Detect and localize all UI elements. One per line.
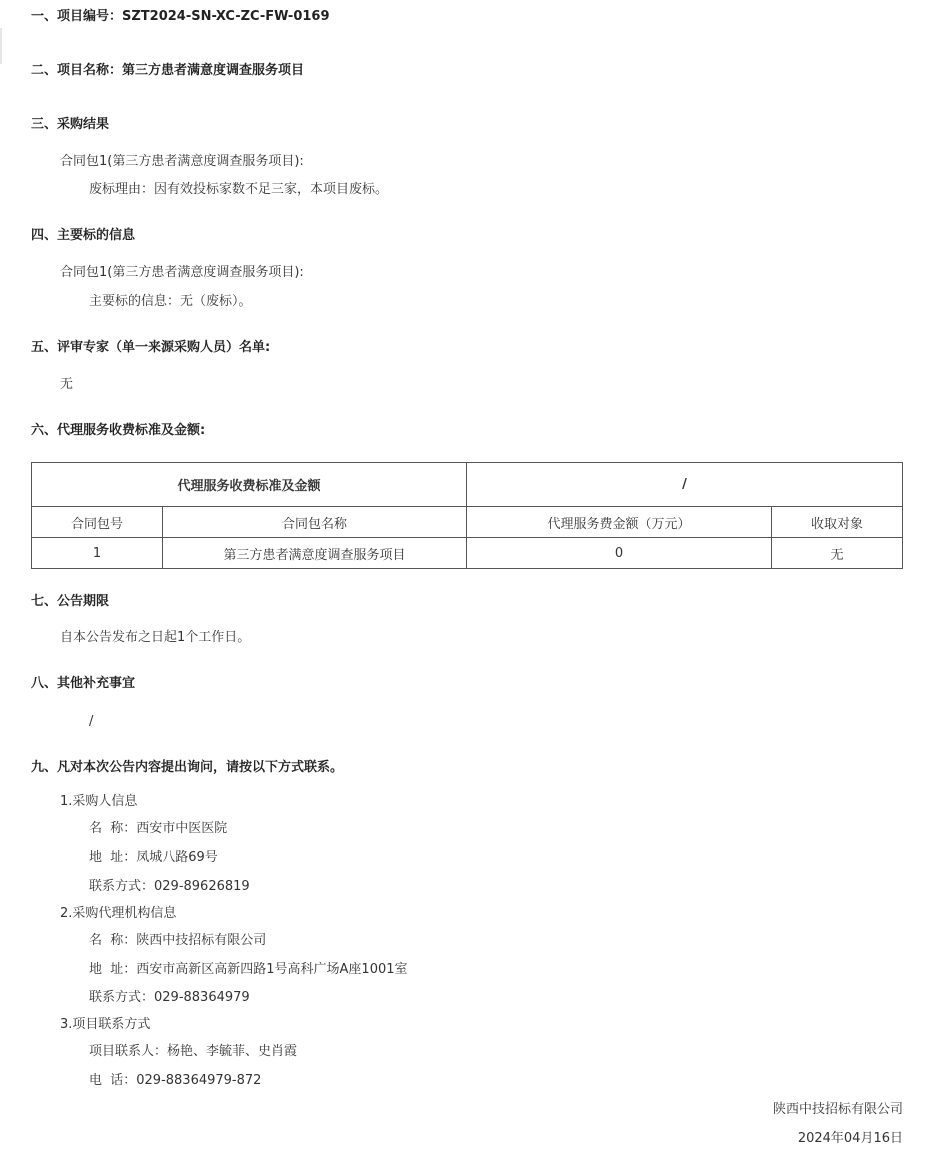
project-number-label: 一、项目编号： xyxy=(31,9,123,24)
left-edge-mark xyxy=(0,28,2,64)
fee-table-columns-row xyxy=(32,507,903,538)
result-reason: 废标理由：因有效投标家数不足三家，本项目废标。 xyxy=(89,182,389,197)
cell-fee-amount: 0 xyxy=(467,538,772,569)
project-contact-people: 项目联系人：杨艳、李毓菲、史肖霞 xyxy=(89,1044,298,1059)
main-subject-heading: 四、主要标的信息 xyxy=(31,228,136,243)
footer-company: 陕西中技招标有限公司 xyxy=(772,1102,903,1117)
purchaser-name: 名 称：西安市中医医院 xyxy=(89,821,228,836)
col-fee-amount: 代理服务费金额（万元） xyxy=(467,507,772,538)
purchaser-phone: 联系方式：029-89626819 xyxy=(89,879,250,894)
project-name-line xyxy=(31,63,304,79)
purchaser-title: 1.采购人信息 xyxy=(60,794,138,809)
agency-fee-table xyxy=(31,462,903,569)
project-contact-title: 3.项目联系方式 xyxy=(60,1017,151,1032)
fee-header-label: 代理服务收费标准及金额 xyxy=(32,463,467,507)
agency-name: 名 称：陕西中技招标有限公司 xyxy=(89,933,267,948)
footer-date: 2024年04月16日 xyxy=(797,1131,903,1146)
cell-package-name: 第三方患者满意度调查服务项目 xyxy=(163,538,467,569)
project-name-label: 二、项目名称： xyxy=(31,63,123,78)
agency-address: 地 址：西安市高新区高新四路1号高科广场A座1001室 xyxy=(89,962,408,977)
other-matters-value: / xyxy=(89,714,94,729)
cell-charge-target: 无 xyxy=(772,538,903,569)
table-row xyxy=(32,538,903,569)
notice-period-value: 自本公告发布之日起1个工作日。 xyxy=(60,630,251,645)
project-contact-phone: 电 话：029-88364979-872 xyxy=(89,1073,262,1088)
agency-fee-heading: 六、代理服务收费标准及金额: xyxy=(31,423,206,438)
subject-info: 主要标的信息：无（废标）。 xyxy=(89,294,252,309)
cell-package-number: 1 xyxy=(32,538,163,569)
fee-header-value: / xyxy=(467,463,903,507)
notice-period-heading: 七、公告期限 xyxy=(31,594,110,609)
fee-table-header-row xyxy=(32,463,903,507)
col-package-name: 合同包名称 xyxy=(163,507,467,538)
other-matters-heading: 八、其他补充事宜 xyxy=(31,676,136,691)
result-package: 合同包1(第三方患者满意度调查服务项目): xyxy=(60,154,304,169)
project-name-value: 第三方患者满意度调查服务项目 xyxy=(122,63,305,78)
agency-phone: 联系方式：029-88364979 xyxy=(89,990,250,1005)
agency-title: 2.采购代理机构信息 xyxy=(60,906,177,921)
col-package-number: 合同包号 xyxy=(32,507,163,538)
project-number-value: SZT2024-SN-XC-ZC-FW-0169 xyxy=(122,9,330,24)
project-number-line xyxy=(31,9,330,25)
subject-package: 合同包1(第三方患者满意度调查服务项目): xyxy=(60,265,304,280)
contact-heading: 九、凡对本次公告内容提出询问，请按以下方式联系。 xyxy=(31,760,344,775)
procurement-result-heading: 三、采购结果 xyxy=(31,117,110,132)
col-charge-target: 收取对象 xyxy=(772,507,903,538)
review-experts-heading: 五、评审专家（单一来源采购人员）名单: xyxy=(31,340,271,355)
review-experts-value: 无 xyxy=(60,377,74,392)
purchaser-address: 地 址：凤城八路69号 xyxy=(89,850,218,865)
